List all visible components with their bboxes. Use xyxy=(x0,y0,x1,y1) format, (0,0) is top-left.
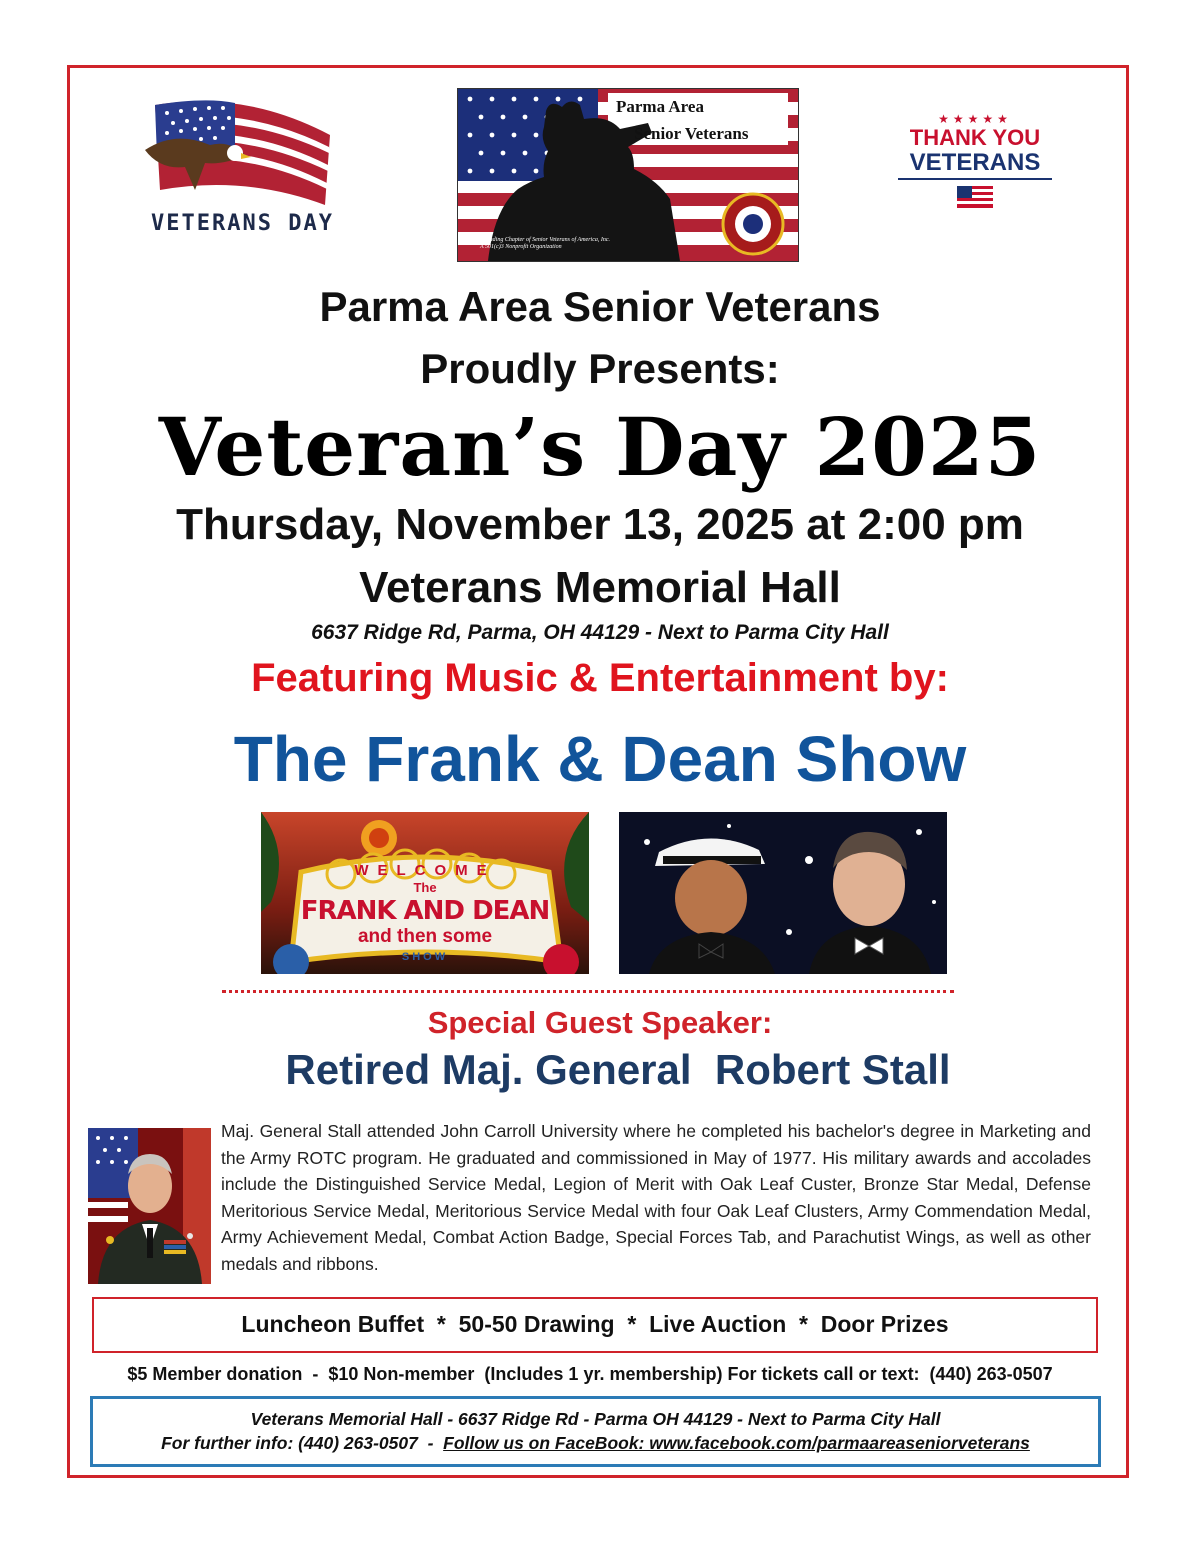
proudly-presents: Proudly Presents: xyxy=(420,345,780,392)
sign-show: SHOW xyxy=(401,951,449,963)
show-name: The Frank & Dean Show xyxy=(233,723,967,795)
logo-fine-print: Founding Chapter of Senior Veterans of America, Inc. A 501(c)3 Nonprofit Organization xyxy=(480,237,611,250)
veterans-text: VETERANS xyxy=(909,149,1041,176)
activities-box: Luncheon Buffet * 50-50 Drawing * Live Auction * Door Prizes xyxy=(92,1297,1098,1353)
footer-address: Veterans Memorial Hall - 6637 Ridge Rd - Parma OH 44129 - Next to Parma City Hall xyxy=(250,1409,941,1429)
thank-you-veterans-logo xyxy=(895,112,1055,232)
footer-phone: For further info: (440) 263-0507 - xyxy=(161,1433,444,1453)
speaker-photo xyxy=(88,1128,211,1284)
sign-frank-and-dean: FRANK AND DEAN xyxy=(300,896,550,926)
parma-senior-veterans-logo xyxy=(457,88,799,262)
ticket-pricing: $5 Member donation - $10 Non-member (Includes 1 yr. membership) For tickets call or text: (440) 263-0507 xyxy=(127,1364,1053,1384)
footer-info-box xyxy=(90,1396,1101,1467)
frank-dean-performers-photo xyxy=(619,812,947,974)
guest-speaker-heading: Special Guest Speaker: xyxy=(427,1005,773,1040)
sign-the: The xyxy=(413,880,437,895)
thank-you-text: THANK YOU xyxy=(909,125,1041,150)
logo-title-line1: Parma Area xyxy=(616,97,704,116)
us-flag-icon xyxy=(957,186,993,208)
stars-icon: ★★★★★ xyxy=(938,112,1012,126)
sign-and-then-some: and then some xyxy=(357,926,493,947)
speaker-name: Retired Maj. General Robert Stall xyxy=(285,1046,951,1093)
event-title: Veteran’s Day 2025 xyxy=(158,400,1042,494)
general-portrait-icon xyxy=(88,1128,211,1284)
logo-title-line2: Senior Veterans xyxy=(634,124,749,143)
veterans-day-caption: VETERANS DAY xyxy=(151,211,334,236)
frank-dean-sign-image xyxy=(261,812,589,974)
eagle-flag-icon xyxy=(135,95,350,215)
facebook-link[interactable]: Follow us on FaceBook: www.facebook.com/parmaareaseniorveterans xyxy=(443,1433,1030,1453)
dotted-divider xyxy=(222,990,954,993)
speaker-bio: Maj. General Stall attended John Carroll University where he completed his bachelor's degree in Marketing and the Army ROTC program. He graduated and commissioned in May of 1977. His military awards and accolades include the Distinguished Service Medal, Legion of Merit with Oak Leaf Custer, Bronze Star Medal, Defense Meritorious Service Medal, Meritorious Service Medal with four Oak Leaf Clusters, Army Commendation Medal, Army Achievement Medal, Combat Action Badge, Special Forces Tab, and Parachutist Wings, as well as other medals and ribbons. xyxy=(221,1121,1091,1274)
veterans-day-eagle-logo xyxy=(135,95,350,240)
sign-welcome: WELCOME xyxy=(354,862,496,879)
presenter-name: Parma Area Senior Veterans xyxy=(319,283,881,330)
logo-rule xyxy=(898,178,1052,180)
event-datetime: Thursday, November 13, 2025 at 2:00 pm xyxy=(176,500,1024,549)
featuring-heading: Featuring Music & Entertainment by: xyxy=(251,656,949,700)
event-venue: Veterans Memorial Hall xyxy=(359,563,841,612)
event-address: 6637 Ridge Rd, Parma, OH 44129 - Next to Parma City Hall xyxy=(311,621,889,644)
performers-photo-icon xyxy=(619,812,947,974)
footer-contact xyxy=(93,1431,1098,1455)
